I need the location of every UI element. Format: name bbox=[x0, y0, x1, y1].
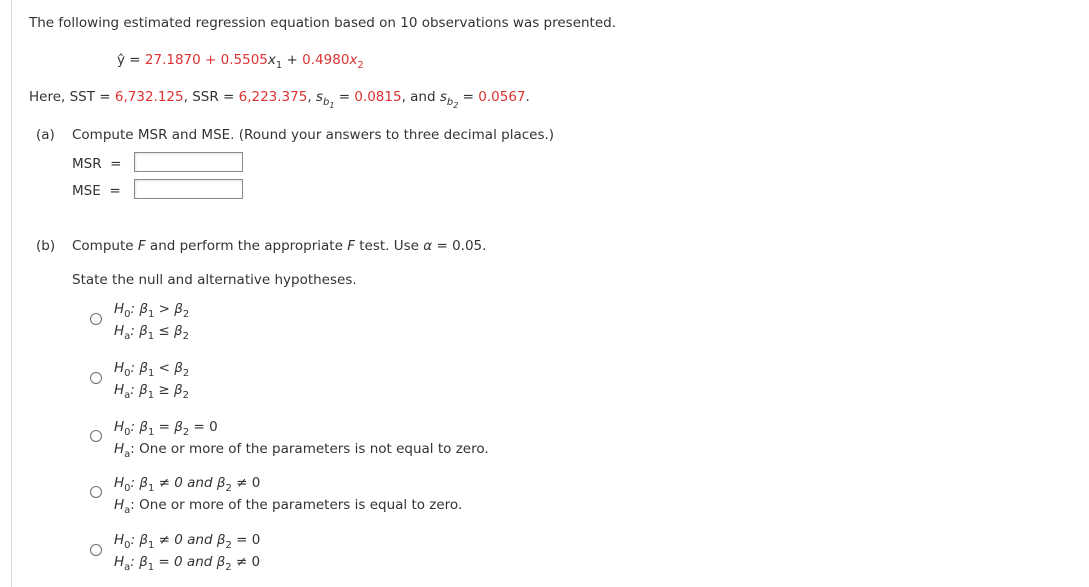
ha-line: $H_a$: $\beta_1 = 0$ and $\beta_2 \ne 0$ bbox=[114, 554, 261, 573]
part-b-label: (b) bbox=[36, 238, 56, 254]
radio-button[interactable] bbox=[90, 313, 102, 325]
h0-line: $H_0$: $\beta_1 \ne 0$ and $\beta_2 = 0$ bbox=[114, 532, 261, 551]
x1-var: $x_1$ bbox=[267, 52, 283, 71]
radio-button[interactable] bbox=[90, 372, 102, 384]
regression-equation bbox=[117, 52, 364, 71]
sb2-symbol: $s_{b_2}$ bbox=[439, 89, 459, 110]
h0-line: $H_0$: $\beta_1 = \beta_2 = 0$ bbox=[114, 419, 218, 438]
state-hypotheses-text: State the null and alternative hypotheses. bbox=[72, 272, 357, 288]
ha-line: $H_a$: $\beta_1 \le \beta_2$ bbox=[114, 323, 190, 342]
given-sep: , bbox=[307, 89, 316, 105]
coef-x1: 0.5505 bbox=[220, 52, 268, 68]
radio-button[interactable] bbox=[90, 430, 102, 442]
left-frame-border bbox=[11, 0, 12, 587]
equals-sign: = bbox=[458, 89, 479, 105]
given-sep: , SSR = bbox=[183, 89, 239, 105]
sb1-symbol: $s_{b_1}$ bbox=[315, 89, 335, 110]
mse-label: MSE = bbox=[72, 183, 121, 199]
plus-sign: + bbox=[282, 52, 303, 68]
part-a-prompt: Compute MSR and MSE. (Round your answers to three decimal places.) bbox=[72, 127, 555, 143]
plus-sign: + bbox=[200, 52, 221, 68]
given-end: . bbox=[525, 89, 530, 105]
sb2-value: 0.0567 bbox=[478, 89, 526, 105]
msr-label: MSR = bbox=[72, 156, 122, 172]
ha-line: $H_a$: $\beta_1 \ge \beta_2$ bbox=[114, 382, 190, 401]
given-values bbox=[29, 89, 530, 110]
coef-x2: 0.4980 bbox=[302, 52, 350, 68]
y-hat: ŷ bbox=[117, 52, 125, 68]
ssr-value: 6,223.375 bbox=[238, 89, 308, 105]
equals-sign: = bbox=[125, 52, 145, 68]
h0-line: $H_0$: $\beta_1 \ne 0$ and $\beta_2 \ne 0$ bbox=[114, 475, 261, 494]
x2-var: $x_2$ bbox=[349, 52, 364, 71]
ha-line: $H_a$: One or more of the parameters is equal to zero. bbox=[114, 497, 463, 516]
h0-line: $H_0$: $\beta_1 < \beta_2$ bbox=[114, 360, 190, 379]
intercept-value: 27.1870 bbox=[144, 52, 201, 68]
part-b-prompt: Compute F and perform the appropriate F test. Use α = 0.05. bbox=[72, 238, 487, 254]
h0-line: $H_0$: $\beta_1 > \beta_2$ bbox=[114, 301, 190, 320]
ha-line: $H_a$: One or more of the parameters is not equal to zero. bbox=[114, 441, 489, 460]
mse-input[interactable] bbox=[134, 179, 243, 199]
radio-button[interactable] bbox=[90, 544, 102, 556]
given-lead: Here, SST = bbox=[29, 89, 115, 105]
given-and: , and bbox=[401, 89, 440, 105]
equals-sign: = bbox=[334, 89, 355, 105]
part-a-label: (a) bbox=[36, 127, 55, 143]
sst-value: 6,732.125 bbox=[114, 89, 184, 105]
radio-button[interactable] bbox=[90, 486, 102, 498]
msr-input[interactable] bbox=[134, 152, 243, 172]
sb1-value: 0.0815 bbox=[354, 89, 402, 105]
intro-text: The following estimated regression equation based on 10 observations was presented. bbox=[29, 15, 617, 31]
